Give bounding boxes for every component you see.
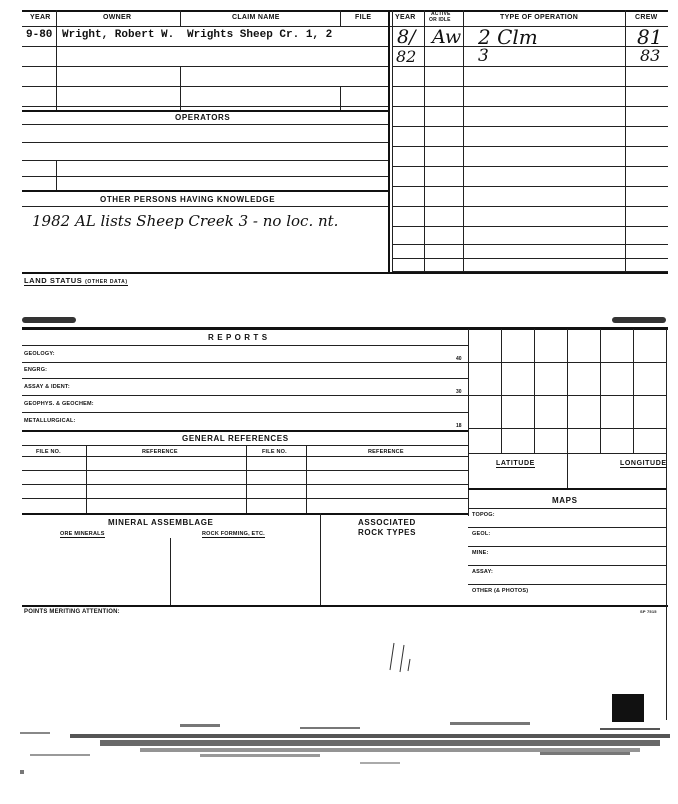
- refs-line: [22, 456, 468, 457]
- report-geology: GEOLOGY:: [24, 351, 55, 357]
- maps-topog: TOPOG:: [472, 512, 495, 518]
- owner-col-line: [56, 26, 57, 110]
- bottom-boxes-bottom: [22, 605, 668, 607]
- activity-active-1: Aw: [432, 26, 462, 48]
- col-operation-header: TYPE OF OPERATION: [500, 14, 579, 21]
- operation-col-line: [463, 26, 464, 272]
- reports-line: [22, 362, 468, 363]
- grid-col: [633, 329, 634, 453]
- col-file-header: FILE: [355, 14, 372, 21]
- active-col-line: [424, 26, 425, 272]
- ore-minerals-header: ORE MINERALS: [60, 531, 105, 537]
- activity-crew-1: 81: [637, 25, 663, 49]
- right-row-line: [392, 206, 668, 207]
- col-crew-header: CREW: [635, 14, 658, 21]
- assoc-rock-2: ROCK TYPES: [358, 528, 417, 537]
- record-owner: Wright, Robert W.: [62, 29, 175, 41]
- header-divider: [625, 10, 626, 26]
- operators-row-line: [22, 160, 388, 161]
- refs-col-line: [306, 445, 307, 514]
- refs-line: [22, 445, 468, 446]
- activity-crew-2: 83: [640, 46, 661, 65]
- col-claim-name-header: CLAIM NAME: [232, 14, 280, 21]
- operators-col-line: [56, 160, 57, 190]
- operators-title: OPERATORS: [175, 113, 231, 122]
- latlong-divider: [567, 453, 568, 488]
- other-persons-top-line: [22, 190, 388, 192]
- grid-col: [501, 329, 502, 453]
- mineral-title: MINERAL ASSEMBLAGE: [108, 518, 214, 527]
- refs-line: [22, 498, 468, 499]
- reports-line: [22, 345, 468, 346]
- form-code: SP 7515: [640, 609, 657, 614]
- maps-title: MAPS: [552, 496, 578, 505]
- main-column-divider-b: [392, 10, 393, 272]
- operators-row-line: [22, 176, 388, 177]
- maps-line: [468, 527, 666, 528]
- col-active-header: ACTIVE: [431, 11, 451, 17]
- record-claim-name: Wrights Sheep Cr. 1, 2: [187, 29, 333, 41]
- other-persons-note: 1982 AL lists Sheep Creek 3 - no loc. nt.: [32, 212, 339, 230]
- maps-line: [468, 584, 666, 585]
- left-row-line: [22, 46, 388, 47]
- reports-bottom: [22, 430, 468, 432]
- header-bottom-line: [22, 26, 668, 27]
- report-metallurgical: METALLURGICAL:: [24, 418, 76, 424]
- grid-col: [600, 329, 601, 453]
- land-status-label: LAND STATUS: [24, 276, 83, 285]
- right-row-line: [392, 126, 668, 127]
- refs-bottom: [22, 513, 468, 515]
- grid-col: [567, 329, 568, 453]
- crew-col-line: [625, 26, 626, 272]
- refs-file-no-2-header: FILE NO.: [262, 449, 287, 455]
- left-row-line: [22, 66, 388, 67]
- operators-row-line: [22, 124, 388, 125]
- maps-mine: MINE:: [472, 550, 489, 556]
- activity-year-2: 82: [396, 47, 417, 66]
- claim-col-line: [180, 66, 181, 110]
- latitude-label: LATITUDE: [496, 460, 535, 467]
- maps-line: [468, 508, 666, 509]
- grid-col: [534, 329, 535, 453]
- right-row-line: [392, 186, 668, 187]
- land-status-sub: (OTHER DATA): [85, 279, 128, 285]
- col-year-right-header: YEAR: [395, 14, 416, 21]
- header-divider: [340, 10, 341, 26]
- mineral-col-line: [320, 513, 321, 605]
- refs-line: [22, 470, 468, 471]
- operators-row-line: [22, 142, 388, 143]
- header-divider: [56, 10, 57, 26]
- bottom-section-top: [22, 327, 668, 330]
- reports-line: [22, 395, 468, 396]
- right-row-line: [392, 146, 668, 147]
- activity-year-1: 8/: [397, 26, 416, 48]
- maps-geol: GEOL:: [472, 531, 491, 537]
- file-col-line: [340, 86, 341, 110]
- top-section-bottom: [22, 272, 668, 274]
- grid-row: [468, 428, 666, 429]
- header-divider: [424, 10, 425, 26]
- right-row-line: [392, 258, 668, 259]
- rock-forming-header: ROCK FORMING, ETC.: [202, 531, 265, 537]
- longitude-label: LONGITUDE: [620, 460, 667, 467]
- maps-line: [468, 546, 666, 547]
- refs-file-no-header: FILE NO.: [36, 449, 61, 455]
- report-num-30: 30: [456, 389, 462, 395]
- points-right-border: [666, 605, 667, 720]
- refs-col-line: [246, 445, 247, 514]
- refs-line: [22, 484, 468, 485]
- reports-line: [22, 412, 468, 413]
- main-column-divider: [388, 10, 390, 272]
- perforation-left: [22, 317, 76, 323]
- report-assay: ASSAY & IDENT:: [24, 384, 70, 390]
- assoc-rock-1: ASSOCIATED: [358, 518, 416, 527]
- grid-row: [468, 395, 666, 396]
- refs-reference-header: REFERENCE: [142, 449, 178, 455]
- perforation-right: [612, 317, 666, 323]
- land-status-title: [24, 276, 128, 286]
- refs-col-line: [86, 445, 87, 514]
- other-persons-title: OTHER PERSONS HAVING KNOWLEDGE: [100, 195, 276, 204]
- reports-line: [22, 378, 468, 379]
- left-row-line: [22, 86, 388, 87]
- col-idle-header: OR IDLE: [429, 17, 451, 23]
- header-divider: [463, 10, 464, 26]
- pencil-marks: [380, 615, 430, 675]
- reports-title: R E P O R T S: [208, 333, 268, 342]
- scan-noise-band: [0, 718, 678, 804]
- col-owner-header: OWNER: [103, 14, 132, 21]
- activity-operation-2: 3: [478, 46, 489, 66]
- activity-operation-1: 2 Clm: [478, 25, 538, 49]
- right-row-line: [392, 106, 668, 107]
- points-label: POINTS MERITING ATTENTION:: [24, 609, 120, 615]
- top-border: [22, 10, 668, 12]
- col-year-header: YEAR: [30, 14, 51, 21]
- right-row-line: [392, 244, 668, 245]
- mineral-col-line: [170, 538, 171, 605]
- maps-assay: ASSAY:: [472, 569, 494, 575]
- report-num-40: 40: [456, 356, 462, 362]
- header-divider: [180, 10, 181, 26]
- report-engrg: ENGRG:: [24, 367, 48, 373]
- left-row-line: [22, 106, 388, 107]
- report-num-18: 18: [456, 423, 462, 429]
- operators-top-line: [22, 110, 388, 112]
- grid-row: [468, 362, 666, 363]
- latlong-bottom: [468, 488, 666, 490]
- other-persons-line: [22, 206, 388, 207]
- right-row-line: [392, 86, 668, 87]
- report-geophys: GEOPHYS. & GEOCHEM:: [24, 401, 94, 407]
- refs-reference-2-header: REFERENCE: [368, 449, 404, 455]
- general-refs-title: GENERAL REFERENCES: [182, 434, 289, 443]
- right-row-line: [392, 166, 668, 167]
- record-year: 9-80: [26, 29, 53, 41]
- maps-line: [468, 565, 666, 566]
- right-row-line: [392, 66, 668, 67]
- right-row-line: [392, 226, 668, 227]
- maps-other: OTHER (& PHOTOS): [472, 588, 529, 594]
